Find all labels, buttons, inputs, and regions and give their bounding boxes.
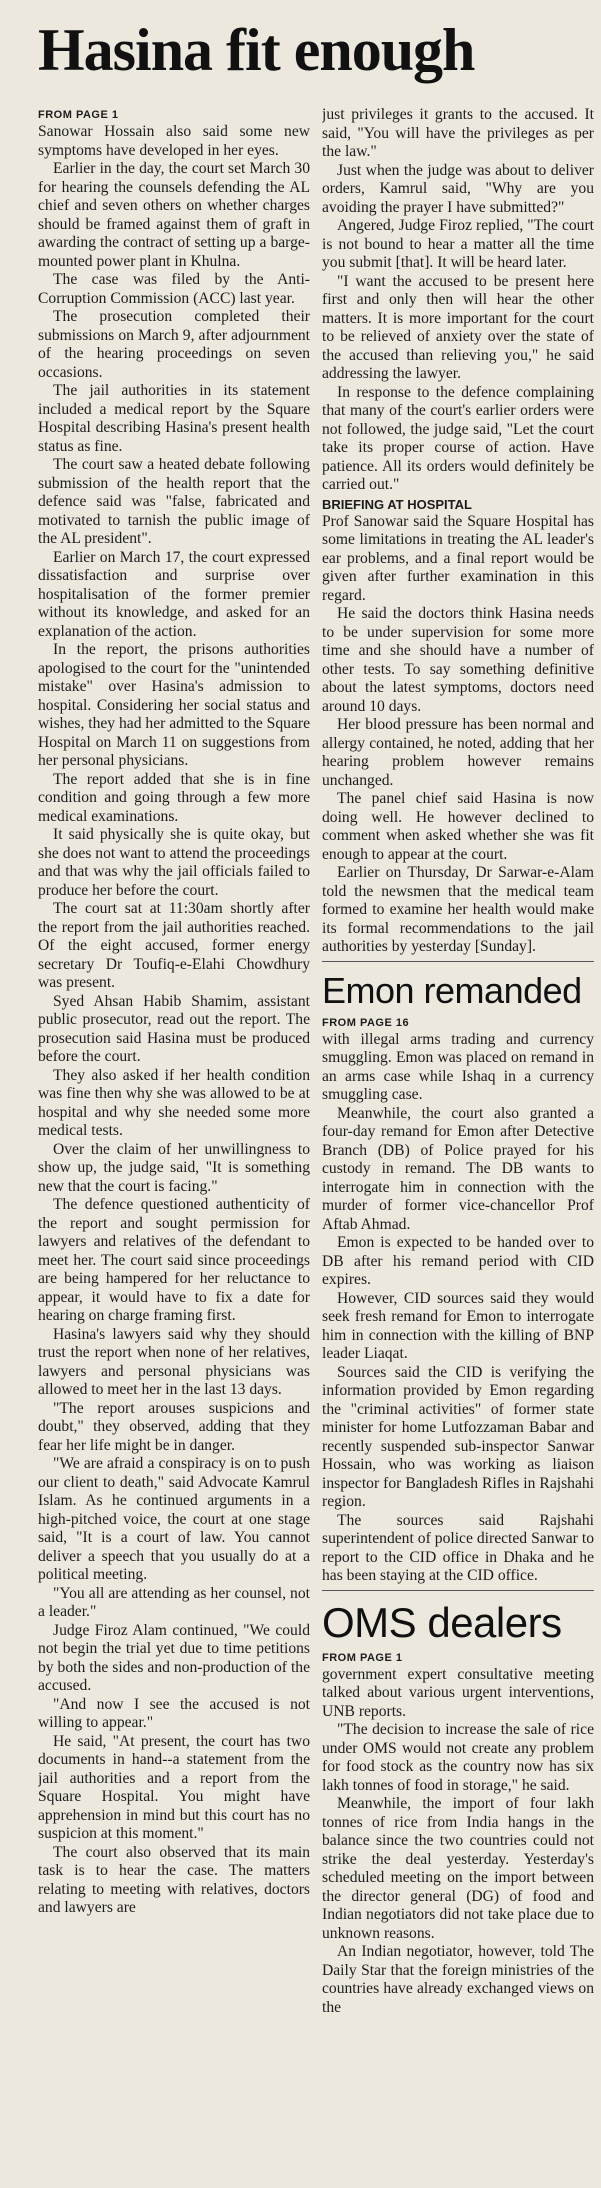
article-paragraph: They also asked if her health condition was fine then why she was allowed to be at hospital and why she needed some more medical tests. <box>38 1066 310 1139</box>
article-paragraph: "I want the accused to be present here first and only then will hear the other matters. It is more important for the court to be relieved of anxiety over the state of the accused than relieving you," he said addressing the lawyer. <box>322 272 594 382</box>
emon-headline: Emon remanded <box>322 969 582 1011</box>
article-paragraph: He said the doctors think Hasina needs to be under supervision for some more time and she should have a number of other tests. To say something definitive about the latest symptoms, doctors need around 10 days. <box>322 605 594 715</box>
article-paragraph: The court sat at 11:30am shortly after the report from the jail authorities reached. Of the eight accused, former energy secretary Dr Toufiq-e-Elahi Chowdhury was present. <box>38 900 310 991</box>
headline: Hasina fit enough <box>38 17 475 83</box>
article-paragraph: In the report, the prisons authorities apologised to the court for the "unintended mistake" over Hasina's admission to hospital. Considering her social status and wishes, they had her admitted to the Square Hospital on March 11 on suggestions from her personal physicians. <box>38 641 310 769</box>
article-paragraph: He said, "At present, the court has two documents in hand--a statement from the jail authorities and a report from the Square Hospital. You might have apprehension in mind but this court has no suspicion at this moment." <box>38 1732 310 1842</box>
article-paragraph: Her blood pressure has been normal and allergy contained, he noted, adding that her hearing problem however remains unchanged. <box>322 716 594 789</box>
article-paragraph: Meanwhile, the import of four lakh tonnes of rice from India hangs in the balance since the two countries could not strike the deal yesterday. Yesterday's scheduled meeting on the import between the director general (DG) of food and Indian negotiators did not take place due to unknown reasons. <box>322 1795 594 1942</box>
hasina-article-body <box>38 123 310 1918</box>
article-paragraph: "We are afraid a conspiracy is on to push our client to death," said Advocate Kamrul Islam. As he continued arguments in a high-pitched voice, the court at one stage said, "It is a court of law. You cannot deliver a speech that you usually do at a political meeting. <box>38 1455 310 1583</box>
article-paragraph: Sources said the CID is verifying the information provided by Emon regarding the "criminal activities" of former state minister for home Lutfozzaman Babar and recently suspended sub-inspector Sanwar Hossain, who was working as liaison inspector for Bangladesh Rifles in Rajshahi region. <box>322 1363 594 1510</box>
article-paragraph: In response to the defence complaining that many of the court's earlier orders were not followed, the judge said, "Let the court take its proper course of action. Have patience. All its orders would definitely be carried out." <box>322 383 594 493</box>
article-paragraph: However, CID sources said they would seek fresh remand for Emon to interrogate him in connection with the killing of BNP leader Liaqat. <box>322 1289 594 1362</box>
section-divider <box>322 1590 594 1591</box>
article-paragraph: Syed Ahsan Habib Shamim, assistant public prosecutor, read out the report. The prosecution said Hasina must be produced before the court. <box>38 992 310 1065</box>
oms-article-body <box>322 1666 594 2018</box>
article-paragraph: The sources said Rajshahi superintendent of police directed Sanwar to report to the CID office in Dhaka and he has been staying at the CID office. <box>322 1511 594 1584</box>
article-paragraph: Earlier in the day, the court set March 30 for hearing the counsels defending the AL chief and seven others on whether charges should be framed against them of graft in awarding the contract of setting up a barge-mounted power plant in Khulna. <box>38 160 310 270</box>
article-paragraph: The panel chief said Hasina is now doing well. He however declined to comment when asked whether she was fit enough to appear at the court. <box>322 790 594 863</box>
from-page-kicker: FROM PAGE 1 <box>38 109 119 121</box>
article-paragraph: "The report arouses suspicions and doubt," they observed, adding that they fear her life might be in danger. <box>38 1399 310 1454</box>
article-paragraph: just privileges it grants to the accused. It said, "You will have the privileges as per the law." <box>322 106 594 160</box>
right-column <box>322 106 594 2188</box>
briefing-subhead: BRIEFING AT HOSPITAL <box>322 496 472 512</box>
article-paragraph: Emon is expected to be handed over to DB after his remand period with CID expires. <box>322 1234 594 1288</box>
article-paragraph: The case was filed by the Anti-Corruption Commission (ACC) last year. <box>38 271 310 307</box>
article-paragraph: "You all are attending as her counsel, not a leader." <box>38 1584 310 1620</box>
article-paragraph: An Indian negotiator, however, told The Daily Star that the foreign ministries of the countries have already exchanged views on the <box>322 1943 594 2016</box>
emon-article-body <box>322 1031 594 1586</box>
article-paragraph: Hasina's lawyers said why they should trust the report when none of her relatives, lawyers and personal physicians was allowed to meet her in the last 13 days. <box>38 1325 310 1398</box>
left-column <box>38 106 310 2188</box>
emon-kicker: FROM PAGE 16 <box>322 1016 410 1029</box>
article-paragraph: Prof Sanowar said the Square Hospital has some limitations in treating the AL leader's ear problems, and a final report would be given after further examination in this regard. <box>322 512 594 604</box>
article-paragraph: Judge Firoz Alam continued, "We could not begin the trial yet due to time petitions by both the sides and non-production of the accused. <box>38 1621 310 1694</box>
article-paragraph: Over the claim of her unwillingness to show up, the judge said, "It is something new that the court is facing." <box>38 1140 310 1195</box>
hasina-continued-body <box>322 106 594 495</box>
article-paragraph: The jail authorities in its statement included a medical report by the Square Hospital describing Hasina's present health status as fine. <box>38 382 310 455</box>
article-paragraph: "And now I see the accused is not willing to appear." <box>38 1695 310 1731</box>
article-paragraph: It said physically she is quite okay, but she does not want to attend the proceedings and that was why the jail officials failed to produce her before the court. <box>38 826 310 899</box>
article-paragraph: The prosecution completed their submissions on March 9, after adjournment of the hearing proceedings on seven occasions. <box>38 308 310 381</box>
oms-headline: OMS dealers <box>322 1598 562 1646</box>
briefing-body <box>322 513 594 957</box>
article-paragraph: Sanowar Hossain also said some new symptoms have developed in her eyes. <box>38 123 310 159</box>
article-paragraph: Angered, Judge Firoz replied, "The court is not bound to hear a matter all the time you submit [that]. It will be heard later. <box>322 217 594 271</box>
oms-kicker: FROM PAGE 1 <box>322 1651 403 1664</box>
article-paragraph: with illegal arms trading and currency smuggling. Emon was placed on remand in an arms case while Ishaq in a currency smuggling case. <box>322 1030 594 1103</box>
section-divider <box>322 961 594 962</box>
article-paragraph: "The decision to increase the sale of rice under OMS would not create any problem for food stock as the country now has six lakh tonnes of food in storage," he said. <box>322 1721 594 1794</box>
article-paragraph: The court saw a heated debate following submission of the health report that the defence said was "false, fabricated and motivated to tarnish the public image of the AL president". <box>38 456 310 547</box>
article-paragraph: Earlier on March 17, the court expressed dissatisfaction and surprise over hospitalisation of the former premier without its knowledge, and asked for an explanation of the action. <box>38 548 310 640</box>
article-paragraph: Meanwhile, the court also granted a four-day remand for Emon after Detective Branch (DB) of Police prayed for his custody in remand. The DB wants to interrogate him in connection with the murder of former vice-chancellor Prof Aftab Ahmad. <box>322 1104 594 1233</box>
article-paragraph: Just when the judge was about to deliver orders, Kamrul said, "Why are you avoiding the prayer I have submitted?" <box>322 161 594 216</box>
article-paragraph: The defence questioned authenticity of the report and sought permission for lawyers and relatives of the defendant to meet her. The court said since proceedings are being hampered for her reluctance to appear, it would have to fix a date for hearing on charge framing first. <box>38 1196 310 1324</box>
article-paragraph: Earlier on Thursday, Dr Sarwar-e-Alam told the newsmen that the medical team formed to examine her health would make its formal recommendations to the jail authorities by yesterday [Sunday]. <box>322 864 594 955</box>
article-paragraph: The report added that she is in fine condition and going through a few more medical examinations. <box>38 770 310 825</box>
article-paragraph: The court also observed that its main task is to hear the case. The matters relating to meeting with relatives, doctors and lawyers are <box>38 1843 310 1916</box>
article-paragraph: government expert consultative meeting talked about various urgent interventions, UNB reports. <box>322 1665 594 1720</box>
